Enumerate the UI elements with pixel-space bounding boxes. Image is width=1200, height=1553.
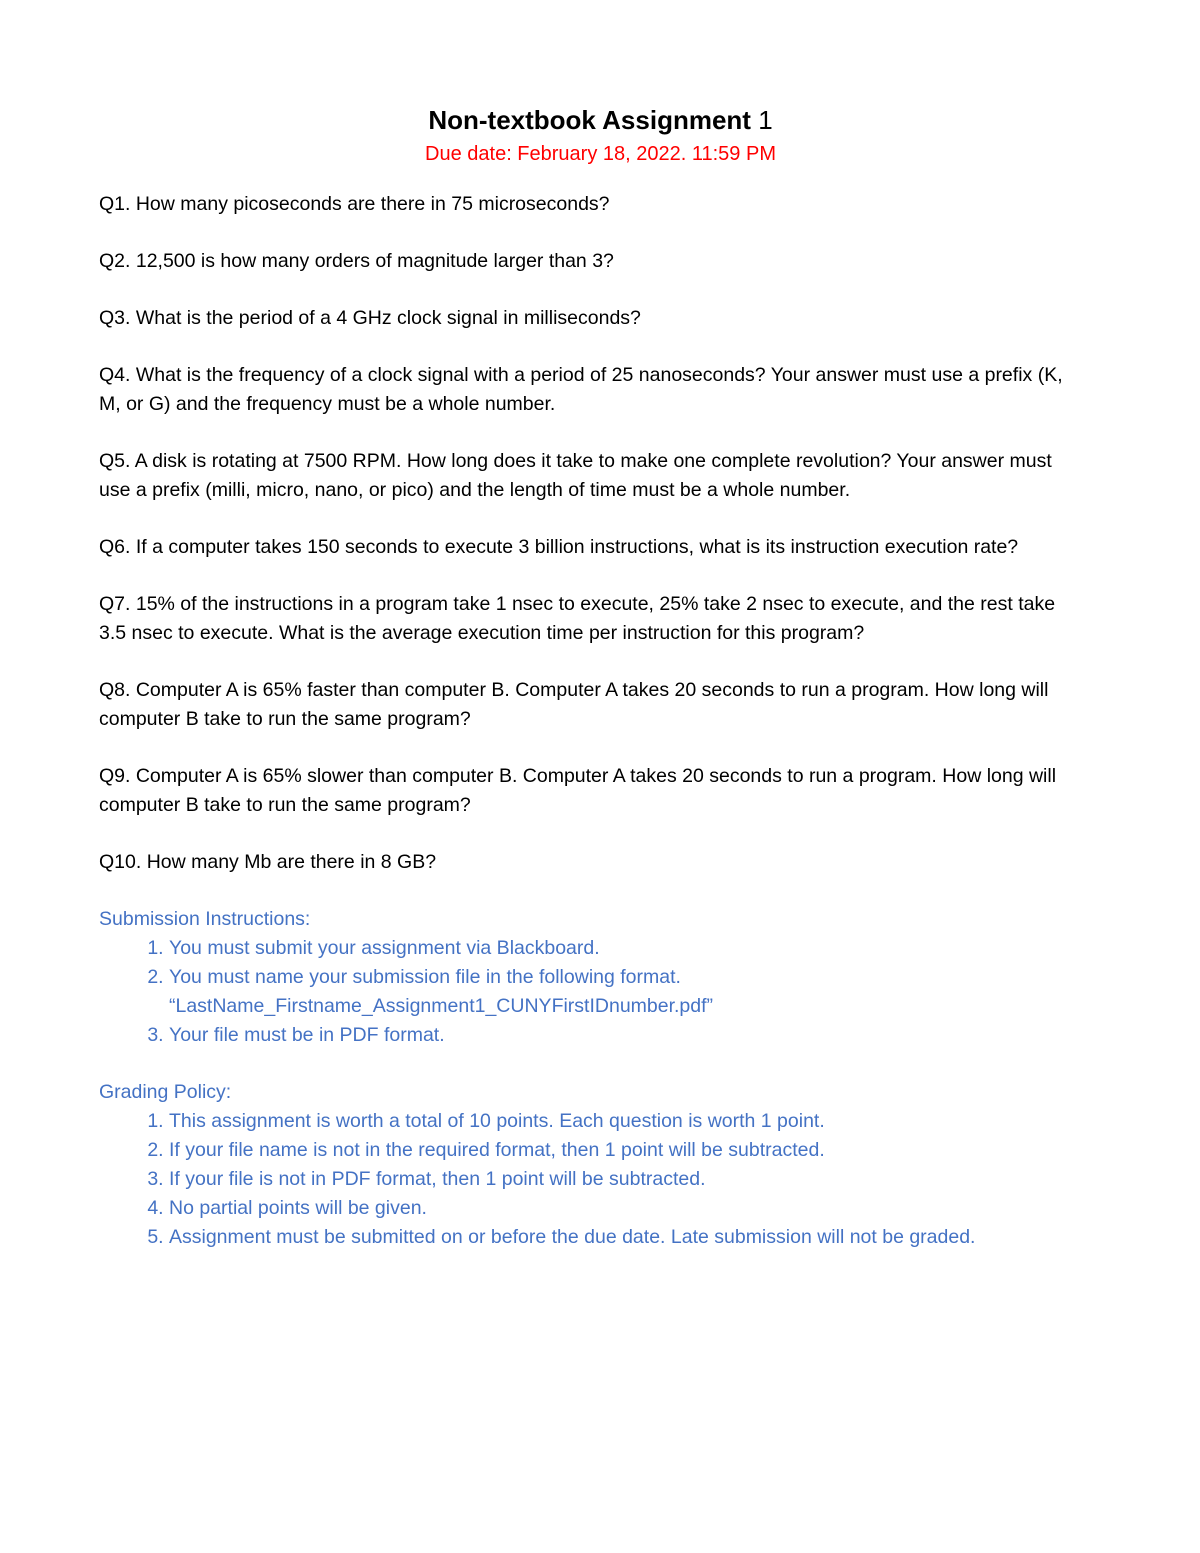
question-6: Q6. If a computer takes 150 seconds to execute 3 billion instructions, what is its instruction execution rate?: [99, 536, 1019, 558]
question-2: Q2. 12,500 is how many orders of magnitude larger than 3?: [99, 250, 614, 272]
question-10: Q10. How many Mb are there in 8 GB?: [99, 851, 437, 873]
submission-item-2: [169, 963, 1072, 1021]
question-3: Q3. What is the period of a 4 GHz clock signal in milliseconds?: [99, 307, 641, 329]
submission-filename-format: “LastName_Firstname_Assignment1_CUNYFirstIDnumber.pdf”: [169, 995, 714, 1017]
title-main: Non-textbook Assignment: [428, 105, 751, 135]
submission-list: [99, 934, 1072, 1050]
grading-list: [99, 1107, 1072, 1252]
submission-section: [99, 905, 1072, 1050]
grading-item-4: 4. No partial points will be given.: [169, 1194, 1072, 1223]
document-title: [129, 104, 1072, 136]
submission-item-3: 3. Your file must be in PDF format.: [169, 1021, 1072, 1050]
submission-item-2-text: 2. You must name your submission file in the following format.: [169, 966, 681, 988]
title-number: 1: [758, 105, 773, 135]
submission-heading: Submission Instructions:: [99, 908, 311, 930]
due-date: Due date: February 18, 2022. 11:59 PM: [425, 143, 776, 165]
question-5: Q5. A disk is rotating at 7500 RPM. How long does it take to make one complete revolution? Your answer must use a prefix (milli, micro, nano, or pico) and the length of time must be a whole number.: [99, 450, 1052, 501]
question-4: Q4. What is the frequency of a clock signal with a period of 25 nanoseconds? Your answer must use a prefix (K, M, or G) and the frequency must be a whole number.: [99, 364, 1063, 415]
question-9: Q9. Computer A is 65% slower than computer B. Computer A takes 20 seconds to run a program. How long will computer B take to run the same program?: [99, 765, 1057, 816]
grading-item-5: 5. Assignment must be submitted on or before the due date. Late submission will not be graded.: [169, 1223, 1072, 1252]
grading-section: [99, 1078, 1072, 1252]
question-list: [99, 190, 1072, 877]
grading-item-2: 2. If your file name is not in the required format, then 1 point will be subtracted.: [169, 1136, 1072, 1165]
question-1: Q1. How many picoseconds are there in 75 microseconds?: [99, 193, 610, 215]
grading-item-1: 1. This assignment is worth a total of 10 points. Each question is worth 1 point.: [169, 1107, 1072, 1136]
grading-item-3: 3. If your file is not in PDF format, then 1 point will be subtracted.: [169, 1165, 1072, 1194]
question-8: Q8. Computer A is 65% faster than computer B. Computer A takes 20 seconds to run a program. How long will computer B take to run the same program?: [99, 679, 1049, 730]
question-7: Q7. 15% of the instructions in a program take 1 nsec to execute, 25% take 2 nsec to execute, and the rest take 3.5 nsec to execute. What is the average execution time per instruction for this program?: [99, 593, 1056, 644]
grading-heading: Grading Policy:: [99, 1081, 232, 1103]
submission-item-1: 1. You must submit your assignment via Blackboard.: [169, 934, 1072, 963]
